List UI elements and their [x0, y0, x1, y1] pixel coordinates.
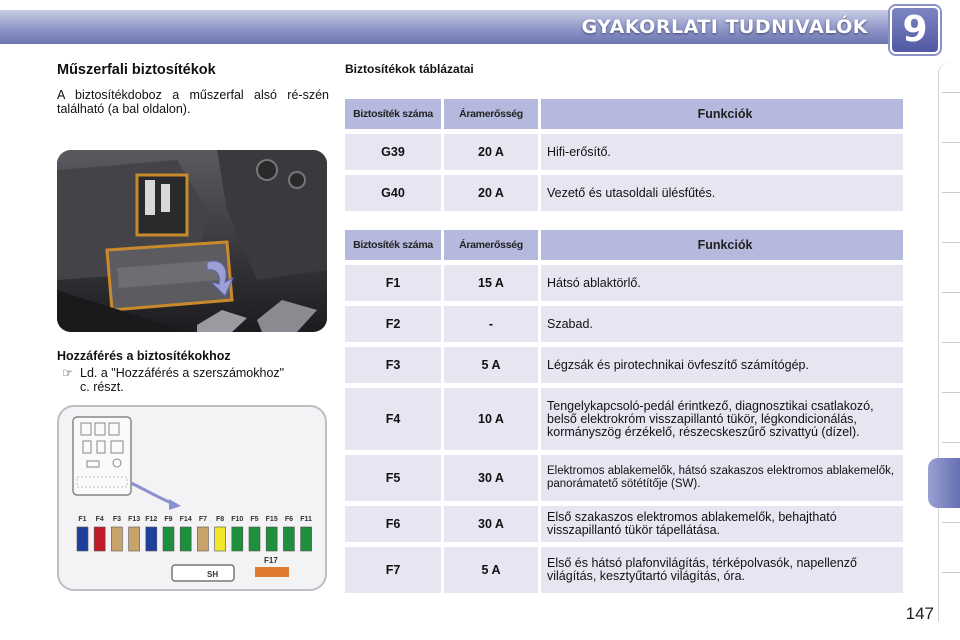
header-functions: Funkciók [538, 230, 903, 260]
rail-tick [942, 142, 960, 143]
fuse-number: F5 [345, 455, 441, 501]
fuse-amperage: 30 A [441, 506, 538, 542]
fuse-label: F10 [231, 516, 244, 523]
page-header [0, 0, 960, 56]
fuse-label: F15 [265, 516, 278, 523]
fuse-label: F13 [128, 516, 141, 523]
fuse-label: F11 [300, 516, 312, 523]
fusebox-diagram [57, 405, 327, 591]
fuse-number: G40 [345, 175, 441, 211]
active-chapter-tab[interactable] [928, 458, 960, 508]
fuse-f5 [249, 527, 260, 551]
rail-tick [942, 392, 960, 393]
fusebox-photo-illustration [57, 150, 327, 332]
fuse-f12 [146, 527, 157, 551]
fuse-f7 [197, 527, 208, 551]
fuse-f14 [180, 527, 191, 551]
fuse-amperage: 5 A [441, 547, 538, 593]
fuse-amperage: 10 A [441, 388, 538, 450]
fuse-f15 [266, 527, 277, 551]
rail-tick [942, 192, 960, 193]
fuse-f3 [111, 527, 122, 551]
fuse-f10 [232, 527, 243, 551]
fuse-label: F8 [216, 516, 225, 523]
fuse-number: F7 [345, 547, 441, 593]
fuse-function: Tengelykapcsoló-pedál érintkező, diagnosztikai csatlakozó, belső elektrokróm visszapillantó tükör, légkondicionálás, kormányszög érzékelő, részecskeszűrő szivattyú (dízel). [538, 388, 903, 450]
fuse-function: Légzsák és pirotechnikai övfeszítő számítógép. [538, 347, 903, 383]
fuse-amperage: 20 A [441, 134, 538, 170]
fuse-function: Hátsó ablaktörlő. [538, 265, 903, 301]
table-row [345, 455, 903, 501]
fuse-number: F4 [345, 388, 441, 450]
fuse-function: Első és hátsó plafonvilágítás, térképolvasók, napellenző világítás, kesztyűtartó világítás, óra. [538, 547, 903, 593]
table-row [345, 306, 903, 342]
section-title: Műszerfali biztosítékok [57, 62, 216, 78]
fuse-f9 [163, 527, 174, 551]
sh-shunt [172, 565, 234, 581]
pointing-hand-icon: ☞ [62, 366, 74, 380]
header-fuse-number: Biztosíték száma [345, 230, 441, 260]
table-header-row [345, 99, 903, 129]
fuse-number: F2 [345, 306, 441, 342]
intro-paragraph: A biztosítékdoboz a műszerfal alsó ré-szén található (a bal oldalon). [57, 88, 329, 116]
fuse-f4 [94, 527, 105, 551]
header-functions: Funkciók [538, 99, 903, 129]
fuse-label: F6 [284, 516, 293, 523]
relay-block [73, 417, 131, 495]
access-instruction [62, 366, 330, 394]
f17-label: F17 [264, 556, 278, 565]
fuse-label: F5 [250, 516, 259, 523]
fuse-amperage: 15 A [441, 265, 538, 301]
fuse-label: F9 [164, 516, 173, 523]
table-row [345, 388, 903, 450]
fuse-label: F14 [179, 516, 192, 523]
fuse-f17 [255, 567, 289, 577]
fuse-function: Hifi-erősítő. [538, 134, 903, 170]
header-amperage: Áramerősség [441, 99, 538, 129]
header-fuse-number: Biztosíték száma [345, 99, 441, 129]
fuse-label: F1 [78, 516, 87, 523]
fuse-number: F3 [345, 347, 441, 383]
chapter-number-badge: 9 [890, 6, 940, 54]
fuse-number: F1 [345, 265, 441, 301]
dashboard-fusebox-photo [57, 150, 327, 332]
access-heading: Hozzáférés a biztosítékokhoz [57, 349, 231, 363]
fuse-function: Elektromos ablakemelők, hátsó szakaszos elektromos ablakemelők, panorámatető sötétítője (SW). [538, 455, 903, 501]
chapter-side-rail [938, 62, 960, 622]
fusebox-diagram-svg [57, 405, 327, 591]
rail-tick [942, 442, 960, 443]
fuse-number: F6 [345, 506, 441, 542]
fuse-f11 [301, 527, 312, 551]
table-row [345, 506, 903, 542]
rail-tick [942, 292, 960, 293]
fuse-label: F3 [112, 516, 121, 523]
table-row [345, 175, 903, 211]
fuse-amperage: - [441, 306, 538, 342]
fuse-function: Első szakaszos elektromos ablakemelők, behajtható visszapillantó tükör tápellátása. [538, 506, 903, 542]
header-amperage: Áramerősség [441, 230, 538, 260]
fuse-table-1 [345, 94, 903, 216]
rail-tick [942, 572, 960, 573]
fuse-f13 [129, 527, 140, 551]
fuse-function: Vezető és utasoldali ülésfűtés. [538, 175, 903, 211]
fuse-label: F4 [95, 516, 104, 523]
table-row [345, 347, 903, 383]
table-row [345, 265, 903, 301]
rail-tick [942, 522, 960, 523]
fuse-number: G39 [345, 134, 441, 170]
fuse-f8 [215, 527, 226, 551]
fuse-label: F7 [198, 516, 207, 523]
table-row [345, 547, 903, 593]
table-row [345, 134, 903, 170]
tables-title: Biztosítékok táblázatai [345, 62, 474, 76]
fuse-amperage: 20 A [441, 175, 538, 211]
fuse-amperage: 30 A [441, 455, 538, 501]
fuse-function: Szabad. [538, 306, 903, 342]
rail-tick [942, 92, 960, 93]
chapter-title: GYAKORLATI TUDNIVALÓK [581, 16, 868, 38]
sh-label: SH [207, 570, 219, 579]
fuse-f1 [77, 527, 88, 551]
fuse-table-2 [345, 225, 903, 598]
fuse-f6 [283, 527, 294, 551]
access-text-line-1: Ld. a "Hozzáférés a szerszámokhoz" [80, 366, 285, 380]
rail-tick [942, 242, 960, 243]
access-text-line-2: c. részt. [80, 380, 124, 394]
fuse-label: F12 [145, 516, 158, 523]
table-header-row [345, 230, 903, 260]
fuse-amperage: 5 A [441, 347, 538, 383]
page-number: 147 [905, 604, 934, 623]
rail-tick [942, 342, 960, 343]
